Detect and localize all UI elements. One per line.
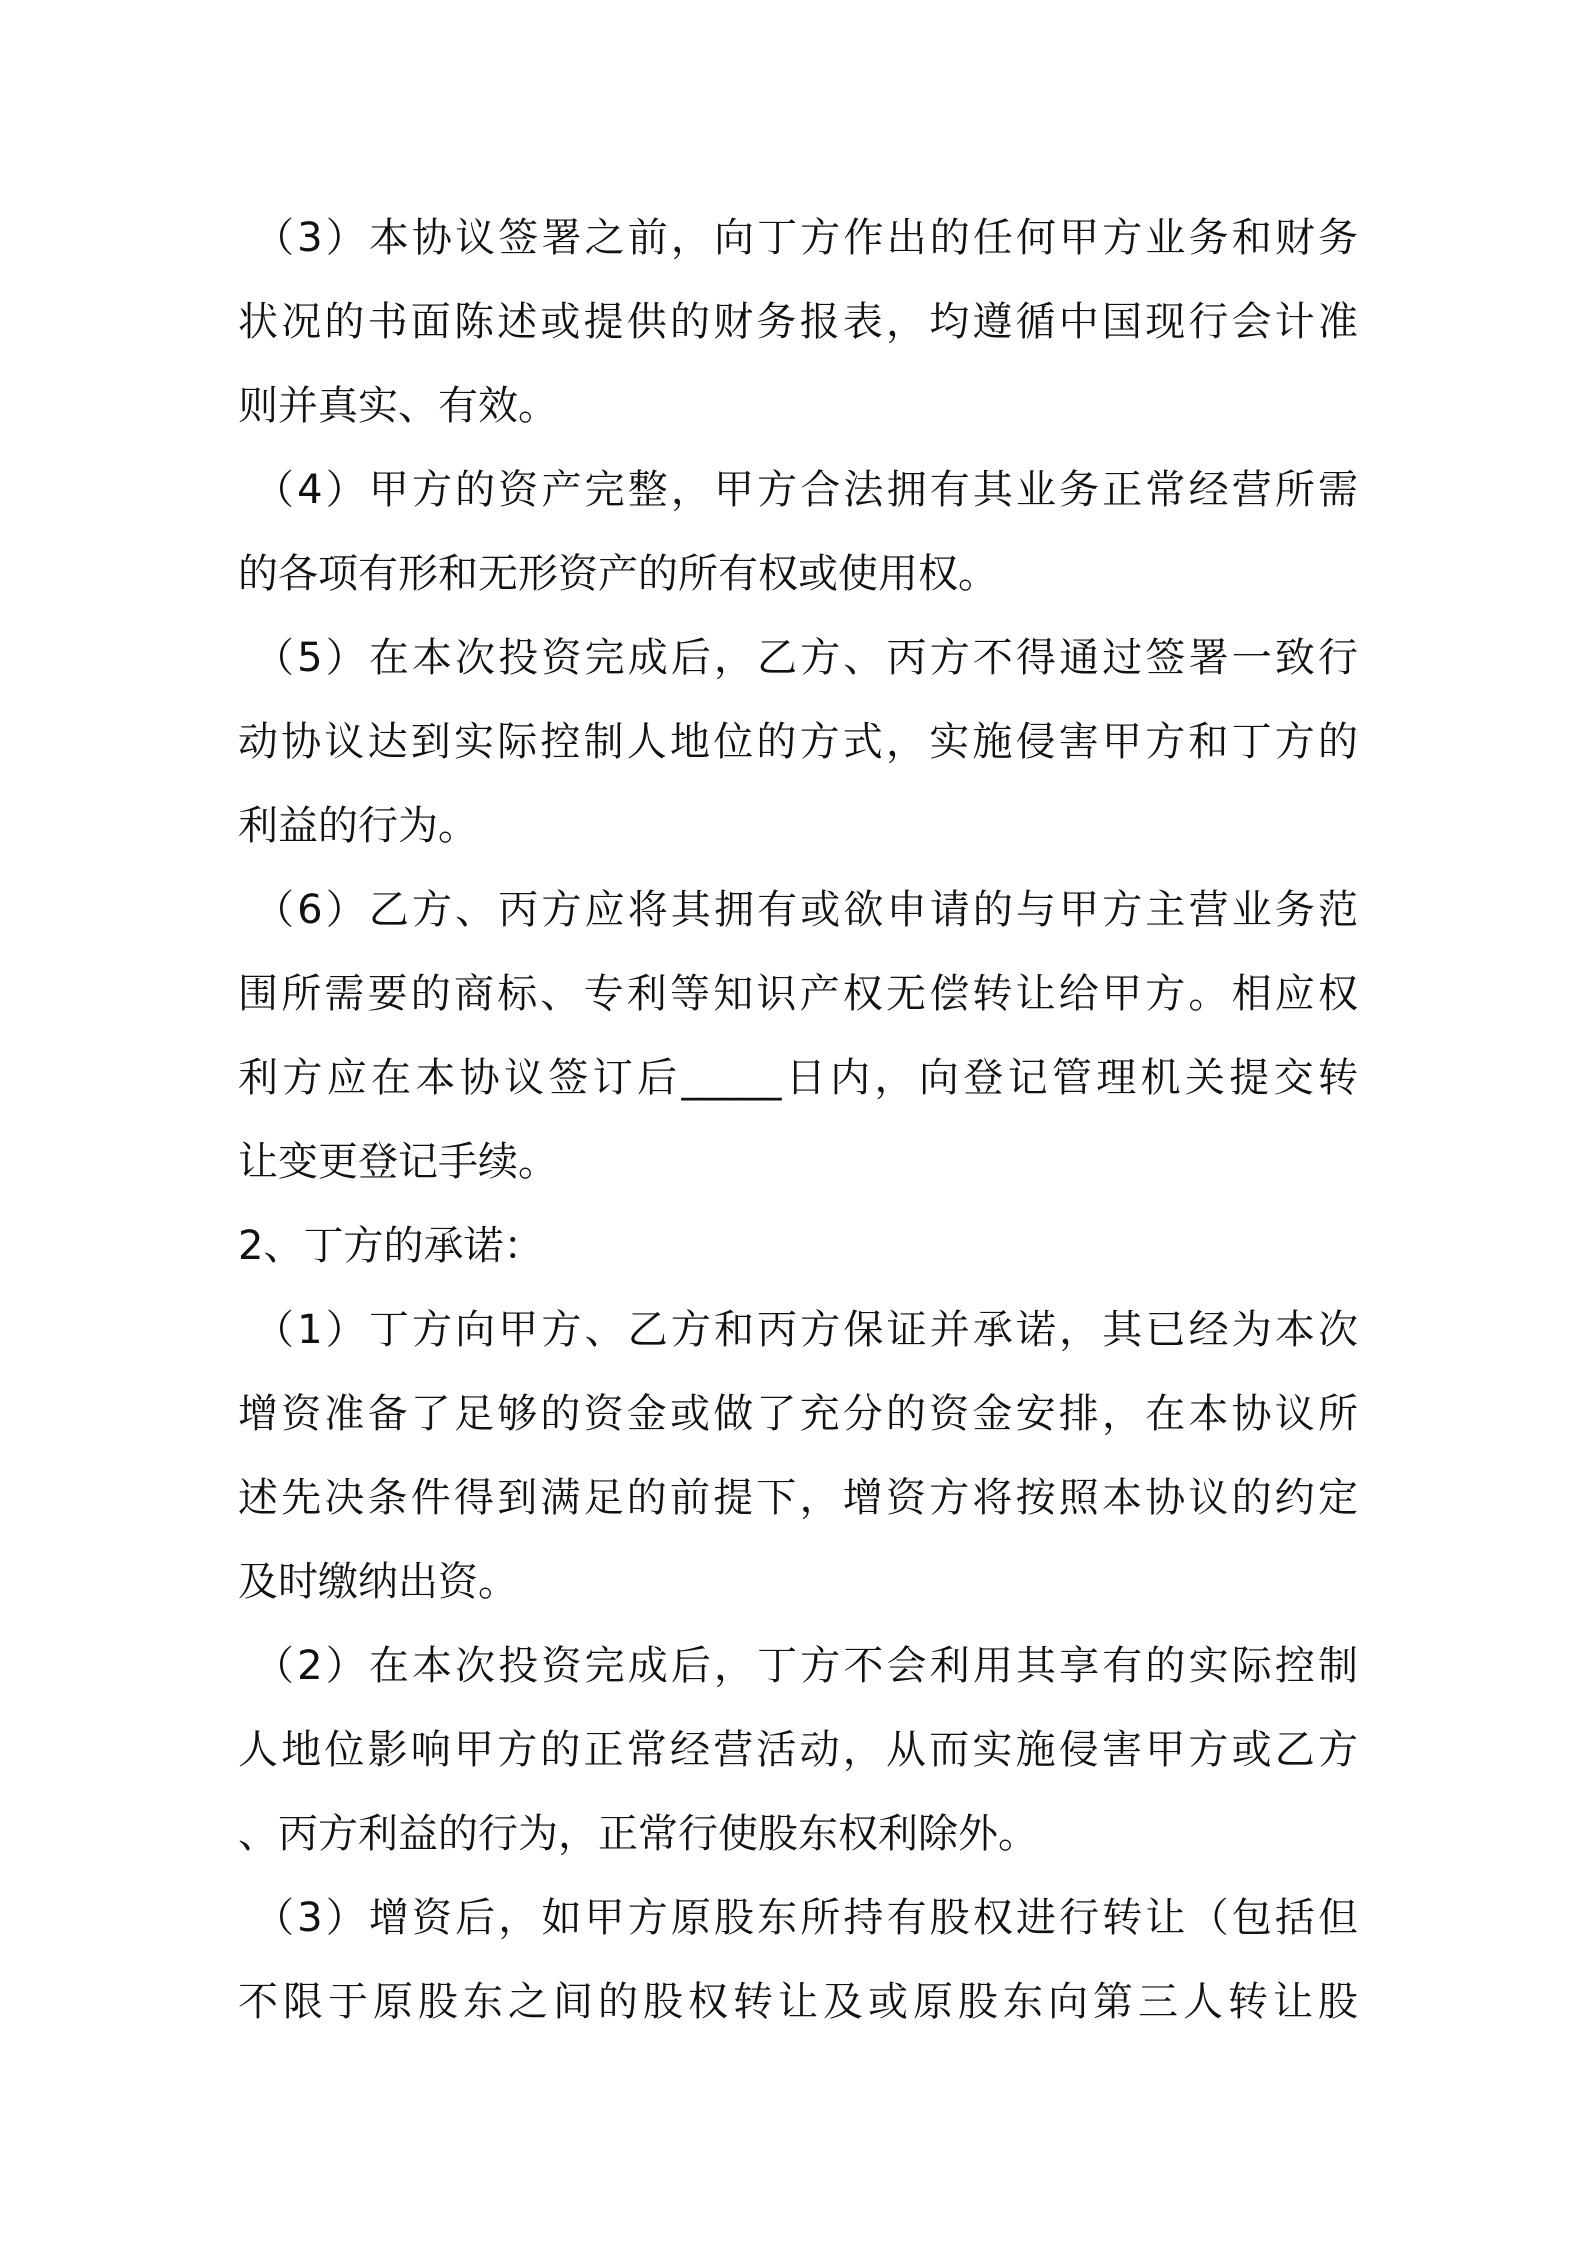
text-line: （1）丁方向甲方、乙方和丙方保证并承诺，其已经为本次 [254, 1307, 1358, 1353]
text-line: 利益的行为。 [238, 803, 478, 849]
text-line: 利方应在本协议签订后_____日内，向登记管理机关提交转 [238, 1055, 1358, 1101]
text-line: 人地位影响甲方的正常经营活动，从而实施侵害甲方或乙方 [238, 1727, 1358, 1773]
text-line: 、丙方利益的行为，正常行使股东权利除外。 [238, 1811, 1038, 1857]
text-line: 的各项有形和无形资产的所有权或使用权。 [238, 551, 998, 597]
text-line: 增资准备了足够的资金或做了充分的资金安排，在本协议所 [238, 1391, 1358, 1437]
text-line: 让变更登记手续。 [238, 1139, 558, 1185]
text-line: 状况的书面陈述或提供的财务报表，均遵循中国现行会计准 [238, 299, 1358, 345]
text-line: 及时缴纳出资。 [238, 1559, 518, 1605]
text-line: 动协议达到实际控制人地位的方式，实施侵害甲方和丁方的 [238, 719, 1358, 765]
section-heading: 2、丁方的承诺： [238, 1223, 544, 1269]
text-line: 围所需要的商标、专利等知识产权无偿转让给甲方。相应权 [238, 971, 1358, 1017]
text-line: （5）在本次投资完成后，乙方、丙方不得通过签署一致行 [254, 635, 1358, 681]
text-line: （3）增资后，如甲方原股东所持有股权进行转让（包括但 [254, 1895, 1358, 1941]
text-line: 述先决条件得到满足的前提下，增资方将按照本协议的约定 [238, 1475, 1358, 1521]
text-line: （2）在本次投资完成后，丁方不会利用其享有的实际控制 [254, 1643, 1358, 1689]
text-line: （4）甲方的资产完整，甲方合法拥有其业务正常经营所需 [254, 467, 1358, 513]
document-body [238, 196, 1358, 2044]
text-line: 则并真实、有效。 [238, 383, 558, 429]
text-line: （6）乙方、丙方应将其拥有或欲申请的与甲方主营业务范 [254, 887, 1358, 933]
text-line: （3）本协议签署之前，向丁方作出的任何甲方业务和财务 [254, 215, 1358, 261]
text-line: 不限于原股东之间的股权转让及或原股东向第三人转让股 [238, 1979, 1358, 2025]
